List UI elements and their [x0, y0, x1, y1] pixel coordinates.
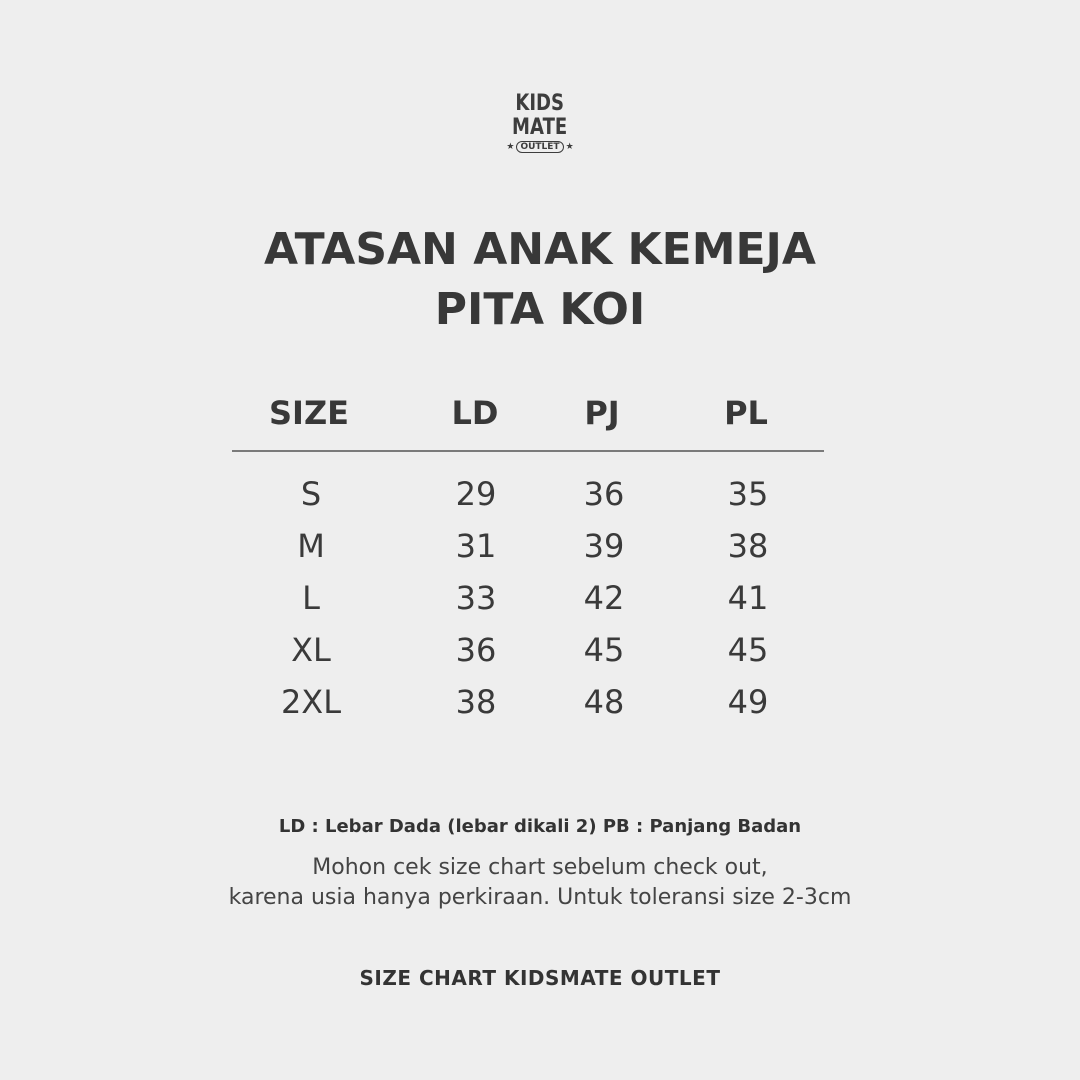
header-size: SIZE: [268, 394, 350, 432]
title-line-1: ATASAN ANAK KEMEJA: [264, 224, 816, 275]
cell-ld: 38: [455, 683, 497, 721]
table-header: [0, 394, 1080, 434]
star-icon: ★: [565, 142, 574, 152]
title-line-2: PITA KOI: [434, 284, 646, 335]
header-pl: PL: [724, 394, 768, 432]
header-divider: [232, 450, 824, 452]
logo-text-mate: MATE: [512, 115, 568, 140]
abbreviation-legend: LD : Lebar Dada (lebar dikali 2) PB : Panjang Badan: [278, 816, 802, 837]
cell-size: 2XL: [280, 683, 342, 721]
table-row: [0, 579, 1080, 619]
cell-pl: 49: [727, 683, 769, 721]
cell-pl: 35: [727, 475, 769, 513]
table-row: [0, 683, 1080, 723]
table-row: [0, 527, 1080, 567]
table-row: [0, 475, 1080, 515]
header-ld: LD: [451, 394, 499, 432]
footer-caption: SIZE CHART KIDSMATE OUTLET: [359, 966, 721, 990]
brand-logo: [0, 92, 1080, 153]
cell-ld: 29: [455, 475, 497, 513]
cell-size: S: [300, 475, 322, 513]
logo-badge: [506, 141, 573, 153]
cell-size: M: [297, 527, 325, 565]
cell-size: L: [302, 579, 320, 617]
cell-pl: 38: [727, 527, 769, 565]
tolerance-note: [0, 853, 1080, 913]
cell-pj: 39: [583, 527, 625, 565]
cell-ld: 31: [455, 527, 497, 565]
page-title: [0, 220, 1080, 340]
cell-pl: 45: [727, 631, 769, 669]
cell-pj: 42: [583, 579, 625, 617]
table-row: [0, 631, 1080, 671]
cell-pj: 36: [583, 475, 625, 513]
header-pj: PJ: [584, 394, 620, 432]
cell-ld: 36: [455, 631, 497, 669]
logo-text-kids: KIDS: [515, 91, 565, 116]
cell-pj: 45: [583, 631, 625, 669]
note-line-1: Mohon cek size chart sebelum check out,: [312, 855, 768, 880]
cell-pl: 41: [727, 579, 769, 617]
note-line-2: karena usia hanya perkiraan. Untuk toleransi size 2-3cm: [228, 885, 852, 910]
cell-ld: 33: [455, 579, 497, 617]
cell-pj: 48: [583, 683, 625, 721]
star-icon: ★: [506, 142, 515, 152]
logo-badge-text: OUTLET: [516, 141, 563, 153]
cell-size: XL: [291, 631, 331, 669]
